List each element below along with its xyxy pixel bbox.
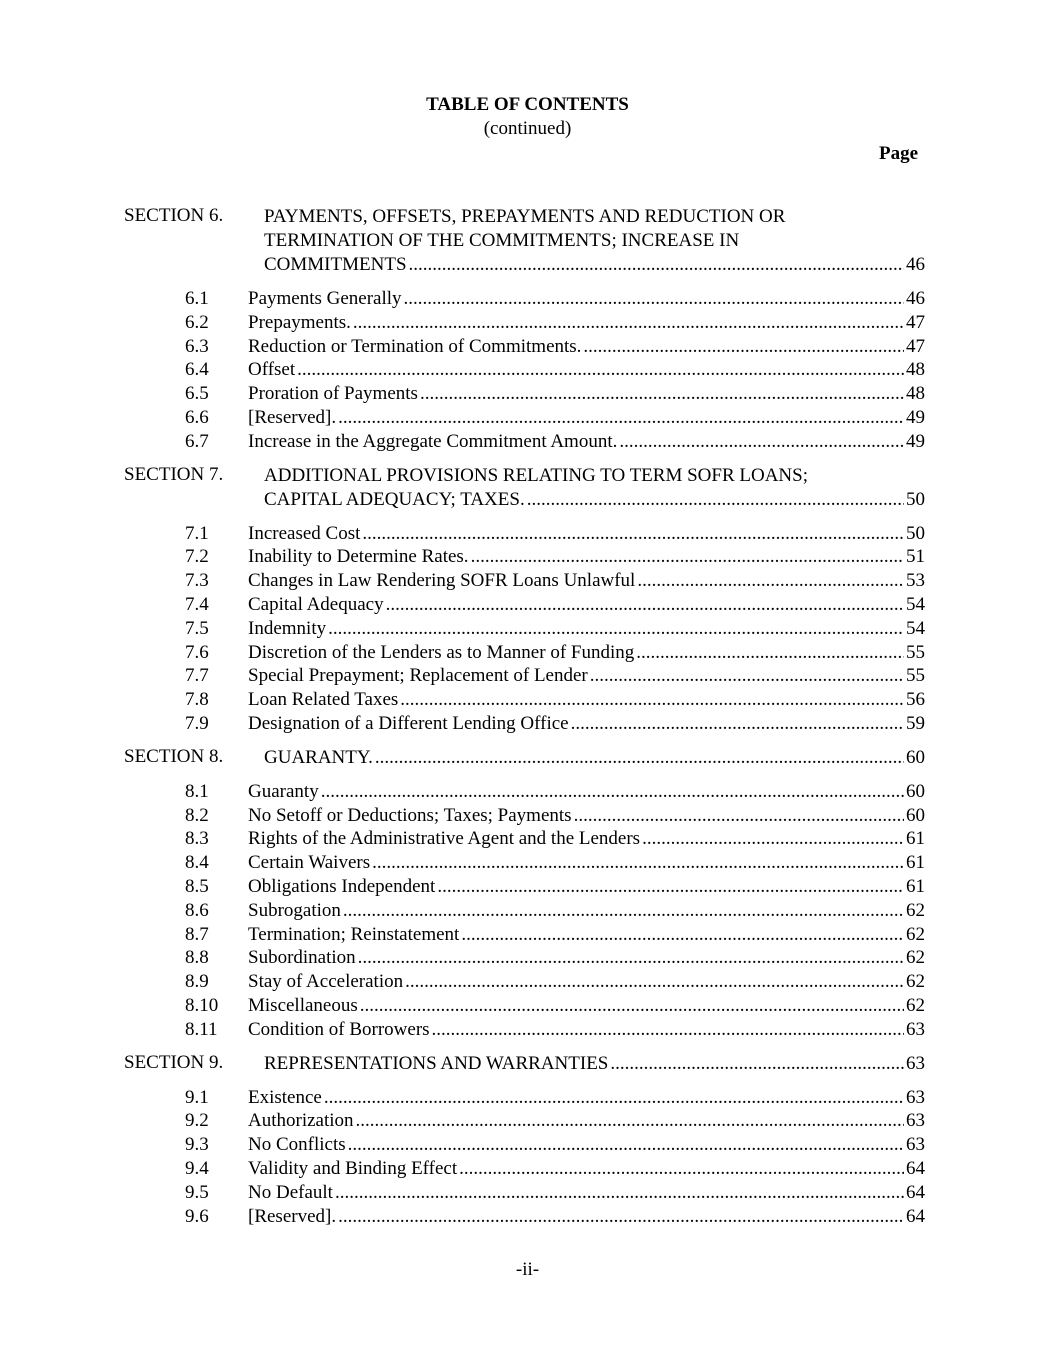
entry-page-number: 60 <box>906 780 925 802</box>
entry-number: 8.9 <box>185 971 209 993</box>
toc-section <box>124 1052 925 1076</box>
dot-leader <box>642 827 904 851</box>
entry-page-number: 49 <box>906 430 925 452</box>
dot-leader <box>360 994 904 1018</box>
dot-leader <box>362 522 904 546</box>
dot-leader <box>459 1157 904 1181</box>
entry-page-number: 64 <box>906 1205 925 1227</box>
entry-title: Prepayments. <box>248 311 351 333</box>
dot-leader <box>356 1109 904 1133</box>
table-of-contents <box>124 205 925 1238</box>
entry-number: 8.1 <box>185 780 209 802</box>
entry-number: 7.4 <box>185 593 209 615</box>
section-title-text: REPRESENTATIONS AND WARRANTIES <box>264 1052 609 1074</box>
entry-number: 8.2 <box>185 804 209 826</box>
entry-number: 9.6 <box>185 1205 209 1227</box>
dot-leader <box>375 746 904 770</box>
dot-leader <box>636 641 904 665</box>
section-title <box>264 205 925 277</box>
entry-title: Validity and Binding Effect <box>248 1157 458 1179</box>
toc-entry[interactable] <box>124 430 925 454</box>
dot-leader <box>348 1133 904 1157</box>
entry-page-number: 59 <box>906 712 925 734</box>
section-page-number: 46 <box>906 254 925 275</box>
entry-number: 9.1 <box>185 1086 209 1108</box>
dot-leader <box>583 335 904 359</box>
dot-leader <box>409 253 904 277</box>
dot-leader <box>353 311 904 335</box>
dot-leader <box>338 406 904 430</box>
entry-title: No Default <box>248 1181 333 1203</box>
section-title-entry[interactable] <box>264 1052 925 1076</box>
entry-page-number: 63 <box>906 1110 925 1132</box>
entry-page-number: 63 <box>906 1134 925 1156</box>
toc-entry[interactable] <box>124 994 925 1018</box>
toc-entry[interactable] <box>124 688 925 712</box>
entry-page-number: 55 <box>906 665 925 687</box>
toc-entry[interactable] <box>124 1205 925 1229</box>
entry-number: 8.4 <box>185 852 209 874</box>
entry-title: Offset <box>248 359 296 381</box>
section-title <box>264 1052 925 1076</box>
dot-leader <box>432 1018 904 1042</box>
dot-leader <box>297 358 904 382</box>
entry-title: Termination; Reinstatement <box>248 923 460 945</box>
dot-leader <box>386 593 904 617</box>
dot-leader <box>637 569 904 593</box>
dot-leader <box>400 688 904 712</box>
entry-page-number: 55 <box>906 641 925 663</box>
section-number: SECTION 9. <box>124 1051 224 1073</box>
entry-page-number: 54 <box>906 617 925 639</box>
entry-page-number: 54 <box>906 593 925 615</box>
entry-title: Rights of the Administrative Agent and the Lenders <box>248 828 641 850</box>
section-title-entry[interactable] <box>264 253 925 277</box>
section-title-text: CAPITAL ADEQUACY; TAXES. <box>264 488 525 510</box>
entry-number: 8.7 <box>185 923 209 945</box>
toc-entry[interactable] <box>124 851 925 875</box>
entry-title: No Setoff or Deductions; Taxes; Payments <box>248 804 572 826</box>
entry-number: 6.6 <box>185 406 209 428</box>
entry-page-number: 61 <box>906 875 925 897</box>
section-title-line: PAYMENTS, OFFSETS, PREPAYMENTS AND REDUCTION OR <box>264 206 786 227</box>
toc-entry[interactable] <box>124 1109 925 1133</box>
entry-title: Inability to Determine Rates. <box>248 546 469 568</box>
entry-title: Discretion of the Lenders as to Manner of Funding <box>248 641 635 663</box>
dot-leader <box>358 946 904 970</box>
toc-section <box>124 746 925 770</box>
section-title-entry[interactable] <box>264 488 925 512</box>
section-title-text: GUARANTY. <box>264 746 373 768</box>
dot-leader <box>328 617 904 641</box>
section-number: SECTION 6. <box>124 205 224 226</box>
entry-title: Certain Waivers <box>248 852 371 874</box>
entry-title: Changes in Law Rendering SOFR Loans Unlawful <box>248 570 636 592</box>
dot-leader <box>574 804 904 828</box>
section-page-number: 63 <box>906 1052 925 1074</box>
dot-leader <box>338 1205 904 1229</box>
entry-number: 7.8 <box>185 689 209 711</box>
entry-number: 7.2 <box>185 546 209 568</box>
toc-entry[interactable] <box>124 1086 925 1110</box>
entry-title: No Conflicts <box>248 1134 346 1156</box>
entry-title: Miscellaneous <box>248 994 358 1016</box>
entry-page-number: 51 <box>906 546 925 568</box>
entry-page-number: 56 <box>906 689 925 711</box>
entry-number: 7.6 <box>185 641 209 663</box>
entry-page-number: 61 <box>906 852 925 874</box>
entry-page-number: 49 <box>906 406 925 428</box>
section-title-entry[interactable] <box>264 746 925 770</box>
entry-title: Indemnity <box>248 617 327 639</box>
toc-entry[interactable] <box>124 641 925 665</box>
dot-leader <box>343 899 904 923</box>
entry-title: Obligations Independent <box>248 875 436 897</box>
entry-page-number: 50 <box>906 522 925 544</box>
entry-number: 6.2 <box>185 311 209 333</box>
section-title-line: ADDITIONAL PROVISIONS RELATING TO TERM SOFR LOANS; <box>264 464 808 486</box>
entry-number: 9.4 <box>185 1157 209 1179</box>
toc-entry[interactable] <box>124 406 925 430</box>
toc-subsection-list <box>124 522 925 736</box>
dot-leader <box>590 664 904 688</box>
dot-leader <box>571 712 904 736</box>
page-column-label: Page <box>879 143 919 164</box>
entry-page-number: 64 <box>906 1181 925 1203</box>
entry-title: Stay of Acceleration <box>248 971 404 993</box>
toc-entry[interactable] <box>124 899 925 923</box>
entry-title: Reduction or Termination of Commitments. <box>248 335 582 357</box>
toc-entry[interactable] <box>124 804 925 828</box>
entry-title: Guaranty <box>248 780 319 802</box>
entry-number: 7.7 <box>185 665 209 687</box>
toc-entry[interactable] <box>124 1181 925 1205</box>
entry-page-number: 47 <box>906 311 925 333</box>
dot-leader <box>527 488 904 512</box>
entry-title: Designation of a Different Lending Office <box>248 712 569 734</box>
entry-page-number: 48 <box>906 383 925 405</box>
dot-leader <box>404 287 904 311</box>
toc-entry[interactable] <box>124 1157 925 1181</box>
entry-page-number: 63 <box>906 1086 925 1108</box>
dot-leader <box>321 780 904 804</box>
toc-entry[interactable] <box>124 311 925 335</box>
toc-entry[interactable] <box>124 827 925 851</box>
entry-number: 9.5 <box>185 1181 209 1203</box>
section-title <box>264 464 925 512</box>
dot-leader <box>437 875 904 899</box>
entry-page-number: 62 <box>906 923 925 945</box>
entry-title: Special Prepayment; Replacement of Lender <box>248 665 588 687</box>
toc-subsection-list <box>124 287 925 454</box>
dot-leader <box>420 382 904 406</box>
dot-leader <box>471 545 904 569</box>
entry-title: [Reserved]. <box>248 1205 337 1227</box>
entry-page-number: 63 <box>906 1018 925 1040</box>
toc-entry[interactable] <box>124 335 925 359</box>
entry-number: 8.3 <box>185 828 209 850</box>
entry-page-number: 46 <box>906 288 925 309</box>
entry-number: 8.11 <box>185 1018 218 1040</box>
entry-page-number: 64 <box>906 1157 925 1179</box>
dot-leader <box>335 1181 904 1205</box>
entry-title: Subordination <box>248 947 356 969</box>
toc-entry[interactable] <box>124 923 925 947</box>
toc-entry[interactable] <box>124 522 925 546</box>
toc-entry[interactable] <box>124 593 925 617</box>
toc-subsection-list <box>124 1086 925 1229</box>
toc-entry[interactable] <box>124 1133 925 1157</box>
toc-section <box>124 205 925 277</box>
entry-page-number: 60 <box>906 804 925 826</box>
entry-number: 6.5 <box>185 383 209 405</box>
entry-page-number: 48 <box>906 359 925 381</box>
entry-number: 8.10 <box>185 994 219 1016</box>
entry-number: 7.1 <box>185 522 209 544</box>
toc-entry[interactable] <box>124 617 925 641</box>
entry-title: [Reserved]. <box>248 406 337 428</box>
toc-entry[interactable] <box>124 545 925 569</box>
dot-leader <box>619 430 904 454</box>
entry-page-number: 47 <box>906 335 925 357</box>
toc-entry[interactable] <box>124 569 925 593</box>
entry-page-number: 62 <box>906 947 925 969</box>
toc-entry[interactable] <box>124 875 925 899</box>
section-page-number: 50 <box>906 488 925 510</box>
toc-entry[interactable] <box>124 712 925 736</box>
toc-entry[interactable] <box>124 358 925 382</box>
entry-number: 9.2 <box>185 1110 209 1132</box>
entry-number: 8.8 <box>185 947 209 969</box>
dot-leader <box>324 1086 904 1110</box>
section-title-line: TERMINATION OF THE COMMITMENTS; INCREASE IN <box>264 230 740 251</box>
entry-number: 8.5 <box>185 875 209 897</box>
entry-page-number: 61 <box>906 828 925 850</box>
dot-leader <box>405 970 904 994</box>
entry-number: 7.5 <box>185 617 209 639</box>
toc-subheading: (continued) <box>483 118 572 139</box>
entry-number: 6.3 <box>185 335 209 357</box>
section-title <box>264 746 925 770</box>
entry-page-number: 62 <box>906 994 925 1016</box>
section-page-number: 60 <box>906 746 925 768</box>
entry-page-number: 62 <box>906 899 925 921</box>
entry-number: 8.6 <box>185 899 209 921</box>
entry-number: 9.3 <box>185 1134 209 1156</box>
toc-entry[interactable] <box>124 946 925 970</box>
entry-page-number: 53 <box>906 570 925 592</box>
toc-heading: TABLE OF CONTENTS <box>426 94 629 115</box>
entry-number: 7.9 <box>185 712 209 734</box>
toc-entry[interactable] <box>124 287 925 311</box>
entry-title: Condition of Borrowers <box>248 1018 430 1040</box>
toc-entry[interactable] <box>124 664 925 688</box>
dot-leader <box>461 923 904 947</box>
toc-entry[interactable] <box>124 780 925 804</box>
entry-title: Loan Related Taxes <box>248 689 399 711</box>
toc-entry[interactable] <box>124 970 925 994</box>
page-number-footer: -ii- <box>515 1259 540 1280</box>
toc-entry[interactable] <box>124 1018 925 1042</box>
entry-number: 6.7 <box>185 430 209 452</box>
dot-leader <box>372 851 904 875</box>
entry-title: Proration of Payments <box>248 383 418 405</box>
toc-subsection-list <box>124 780 925 1042</box>
dot-leader <box>610 1052 904 1076</box>
entry-title: Existence <box>248 1086 322 1108</box>
entry-title: Capital Adequacy <box>248 593 384 615</box>
section-number: SECTION 7. <box>124 463 224 485</box>
toc-entry[interactable] <box>124 382 925 406</box>
entry-number: 6.4 <box>185 359 209 381</box>
entry-title: Increased Cost <box>248 522 361 544</box>
entry-title: Authorization <box>248 1110 354 1132</box>
section-number: SECTION 8. <box>124 745 224 767</box>
section-title-text: COMMITMENTS <box>264 254 407 275</box>
entry-number: 7.3 <box>185 570 209 592</box>
entry-title: Increase in the Aggregate Commitment Amount. <box>248 430 618 452</box>
entry-page-number: 62 <box>906 971 925 993</box>
entry-number: 6.1 <box>185 288 209 309</box>
toc-section <box>124 464 925 512</box>
entry-title: Subrogation <box>248 899 341 921</box>
entry-title: Payments Generally <box>248 288 402 309</box>
